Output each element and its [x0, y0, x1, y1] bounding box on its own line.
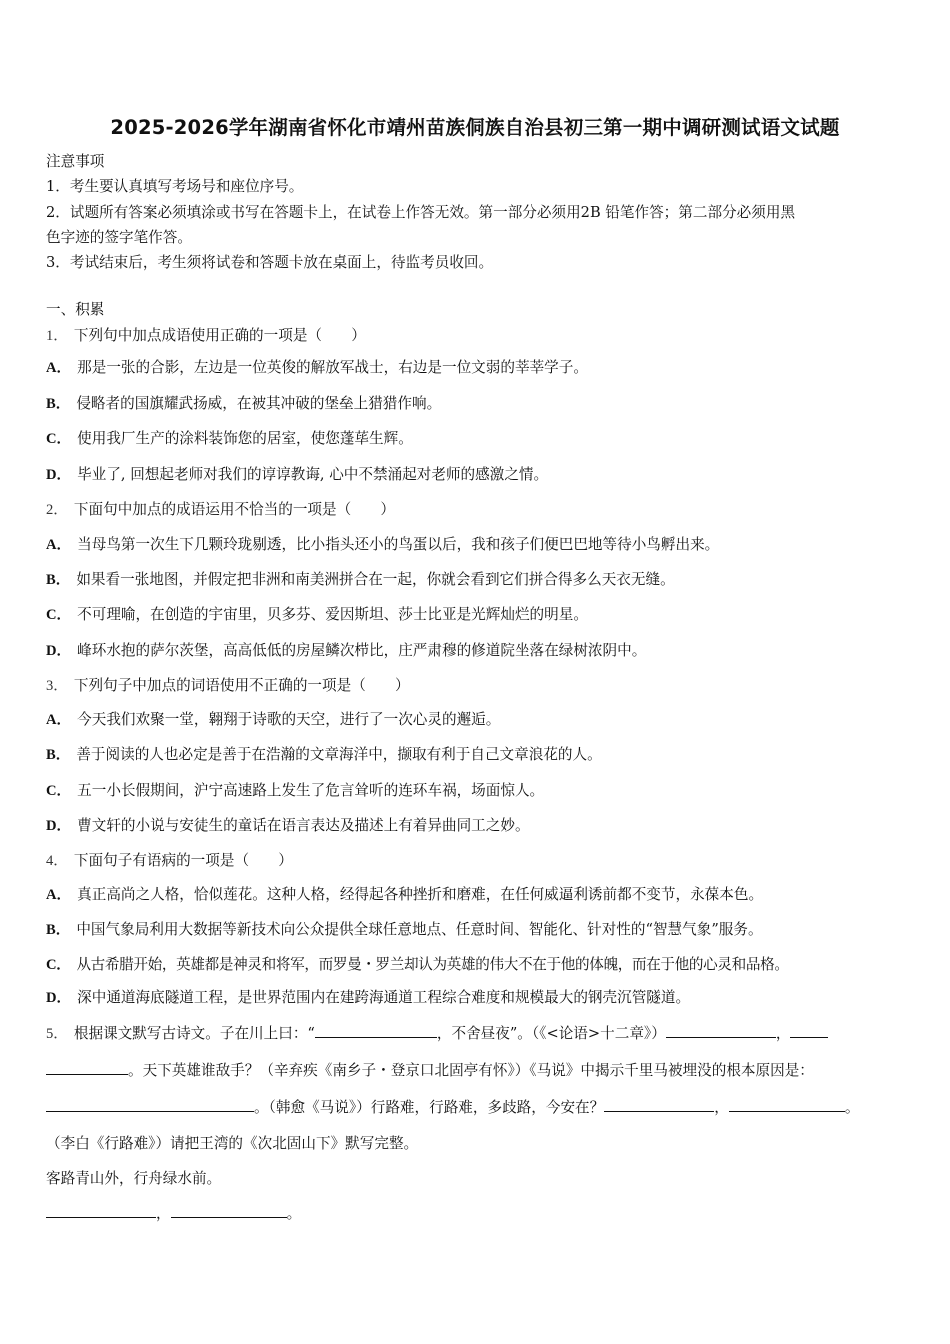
option-letter: C．	[46, 783, 72, 799]
option-text: 使用我厂生产的涂料装饰您的居室，使您蓬荜生辉。	[77, 430, 413, 447]
question-text: ，	[714, 1099, 729, 1116]
question-3-option-a	[46, 710, 500, 730]
option-letter: C．	[46, 431, 72, 447]
question-5-line-2	[46, 1060, 814, 1081]
question-5-line-1	[46, 1023, 828, 1044]
question-text: 下列句子中加点的词语使用不正确的一项是（ ）	[73, 677, 410, 694]
question-1-option-a	[46, 358, 588, 378]
question-number: 1．	[46, 328, 68, 344]
question-text: ，	[775, 1025, 791, 1042]
option-letter: D．	[46, 643, 72, 659]
option-letter: A．	[46, 537, 72, 553]
question-2-option-a	[46, 535, 719, 555]
question-3-option-d	[46, 816, 530, 836]
option-text: 真正高尚之人格，恰似莲花。这种人格，经得起各种挫折和磨难，在任何威逼利诱前都不变节，永葆本色。	[77, 886, 764, 903]
question-5-line-6	[46, 1203, 301, 1224]
question-2-option-c	[46, 605, 588, 625]
option-text: 五一小长假期间，沪宁高速路上发生了危言耸听的连环车祸，场面惊人。	[77, 782, 545, 799]
question-text: 下列句中加点成语使用正确的一项是（ ）	[73, 327, 366, 344]
notice-item-1: 1．考生要认真填写考场号和座位序号。	[46, 178, 304, 195]
option-text: 深中通道海底隧道工程，是世界范围内在建跨海通道工程综合难度和规模最大的钢壳沉管隧道。	[77, 989, 691, 1006]
question-text: ，不舍昼夜”。（《<论语>十二章》）	[436, 1025, 666, 1042]
question-text: 下面句中加点的成语运用不恰当的一项是（ ）	[73, 501, 395, 518]
question-text: 。（韩愈《马说》）行路难，行路难，多歧路，今安在？	[254, 1099, 605, 1116]
answer-blank[interactable]	[46, 1060, 128, 1075]
page-title: 2025-2026学年湖南省怀化市靖州苗族侗族自治县初三第一期中调研测试语文试题	[110, 116, 840, 139]
question-text: 根据课文默写古诗文。子在川上曰：“	[73, 1025, 315, 1042]
answer-blank[interactable]	[315, 1023, 437, 1038]
option-letter: A．	[46, 712, 72, 728]
question-3-option-b	[46, 745, 602, 765]
question-4-option-a	[46, 885, 763, 905]
question-4-option-b	[46, 920, 763, 940]
answer-blank[interactable]	[46, 1097, 254, 1112]
question-number: 4．	[46, 853, 68, 869]
question-3-stem	[46, 676, 410, 696]
question-number: 5．	[46, 1026, 68, 1042]
question-text: 。	[844, 1099, 860, 1116]
option-letter: B．	[46, 747, 71, 763]
notice-item-2-cont: 色字迹的签字笔作答。	[46, 229, 192, 246]
question-5-line-4: （李白《行路难》）请把王湾的《次北固山下》默写完整。	[46, 1135, 419, 1152]
option-text: 那是一张的合影，左边是一位英俊的解放军战士，右边是一位文弱的莘莘学子。	[77, 359, 588, 376]
question-4-stem	[46, 851, 293, 871]
question-number: 2．	[46, 502, 68, 518]
question-3-option-c	[46, 781, 544, 801]
answer-blank[interactable]	[171, 1203, 287, 1218]
option-letter: C．	[46, 957, 71, 973]
question-2-option-b	[46, 570, 675, 590]
answer-blank[interactable]	[729, 1097, 845, 1112]
option-letter: A．	[46, 887, 72, 903]
option-letter: D．	[46, 990, 72, 1006]
question-4-option-d	[46, 988, 690, 1008]
option-letter: B．	[46, 396, 71, 412]
option-text: 中国气象局利用大数据等新技术向公众提供全球任意地点、任意时间、智能化、针对性的“智慧气象”服务。	[76, 921, 763, 938]
question-text: ，	[156, 1205, 171, 1222]
answer-blank[interactable]	[604, 1097, 714, 1112]
question-1-option-c	[46, 429, 413, 449]
option-text: 峰环水抱的萨尔茨堡，高高低低的房屋鳞次栉比，庄严肃穆的修道院坐落在绿树浓阴中。	[77, 642, 647, 659]
question-1-option-d	[46, 465, 548, 485]
answer-blank[interactable]	[790, 1023, 828, 1038]
question-text: 下面句子有语病的一项是（ ）	[73, 852, 293, 869]
option-letter: B．	[46, 572, 71, 588]
question-5-line-5: 客路青山外，行舟绿水前。	[46, 1170, 222, 1187]
option-text: 不可理喻，在创造的宇宙里，贝多芬、爱因斯坦、莎士比亚是光辉灿烂的明星。	[77, 606, 588, 623]
section-heading: 一、积累	[46, 301, 105, 318]
option-letter: C．	[46, 607, 72, 623]
question-1-option-b	[46, 394, 441, 414]
option-text: 从古希腊开始，英雄都是神灵和将军，而罗曼・罗兰却认为英雄的伟大不在于他的体魄，而在于他的心灵和品格。	[76, 956, 789, 973]
question-5-line-3	[46, 1097, 859, 1118]
notice-heading: 注意事项	[46, 153, 105, 170]
question-text: 。	[286, 1205, 302, 1222]
question-text: 。天下英雄谁敌手？（辛弃疾《南乡子・登京口北固亭有怀》）《马说》中揭示千里马被埋没的根本原因是：	[128, 1062, 814, 1079]
option-letter: B．	[46, 922, 71, 938]
option-letter: D．	[46, 467, 72, 483]
answer-blank[interactable]	[46, 1203, 156, 1218]
option-text: 善于阅读的人也必定是善于在浩瀚的文章海洋中，撷取有利于自己文章浪花的人。	[76, 746, 602, 763]
option-text: 曹文轩的小说与安徒生的童话在语言表达及描述上有着异曲同工之妙。	[77, 817, 530, 834]
option-letter: D．	[46, 818, 72, 834]
option-text: 当母鸟第一次生下几颗玲珑剔透，比小指头还小的鸟蛋以后，我和孩子们便巴巴地等待小鸟孵出来。	[77, 536, 720, 553]
question-number: 3．	[46, 678, 68, 694]
notice-item-2: 2．试题所有答案必须填涂或书写在答题卡上，在试卷上作答无效。第一部分必须用2B 铅笔作答；第二部分必须用黑	[46, 204, 796, 221]
option-text: 毕业了, 回想起老师对我们的谆谆教诲, 心中不禁涌起对老师的感激之情。	[77, 466, 549, 483]
option-text: 侵略者的国旗耀武扬威，在被其冲破的堡垒上猎猎作响。	[76, 395, 442, 412]
notice-item-3: 3．考试结束后，考生须将试卷和答题卡放在桌面上，待监考员收回。	[46, 254, 494, 271]
option-text: 如果看一张地图，并假定把非洲和南美洲拼合在一起，你就会看到它们拼合得多么天衣无缝。	[76, 571, 675, 588]
question-2-option-d	[46, 641, 646, 661]
question-1-stem	[46, 326, 366, 346]
option-letter: A．	[46, 360, 72, 376]
option-text: 今天我们欢聚一堂，翱翔于诗歌的天空，进行了一次心灵的邂逅。	[77, 711, 501, 728]
question-2-stem	[46, 500, 395, 520]
answer-blank[interactable]	[666, 1023, 776, 1038]
question-4-option-c	[46, 955, 789, 975]
